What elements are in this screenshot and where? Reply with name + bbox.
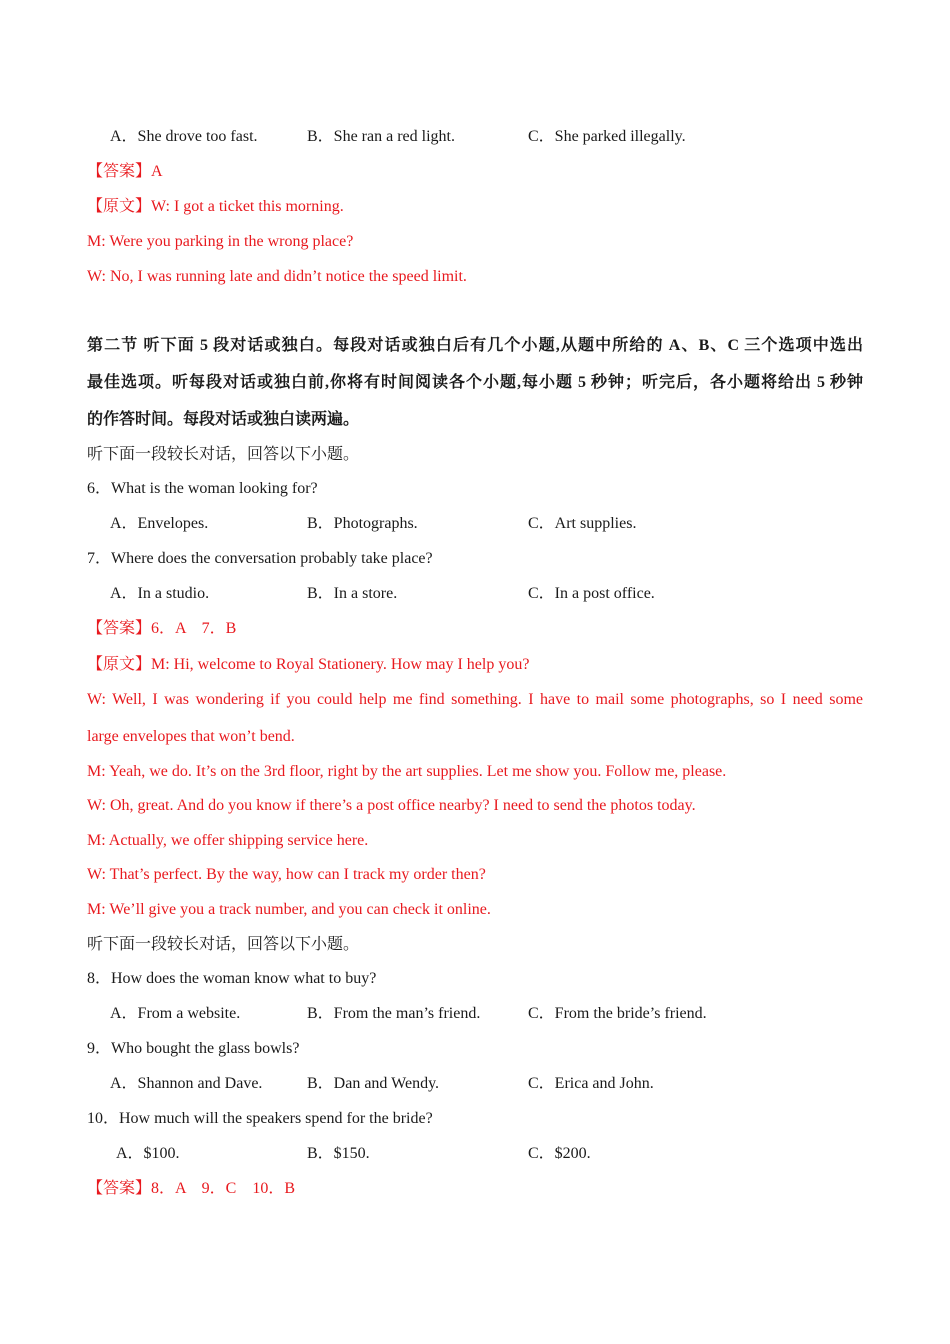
transcript-line: W: Well, I was wondering if you could help me find something. I have to mail some photographs, so I need some (87, 691, 863, 708)
q5-option-b: B．She ran a red light. (307, 128, 455, 145)
q5-transcript-line: W: No, I was running late and didn’t notice the speed limit. (87, 268, 467, 285)
q6-option-b: B．Photographs. (307, 515, 418, 532)
q7-option-c: C．In a post office. (528, 585, 655, 602)
transcript-line: large envelopes that won’t bend. (87, 728, 295, 745)
q8-option-a: A．From a website. (110, 1005, 241, 1022)
answer-8-10: 【答案】8．A 9．C 10．B (87, 1180, 296, 1197)
q7-option-b: B．In a store. (307, 585, 398, 602)
section-heading-line: 的作答时间。每段对话或独白读两遍。 (87, 411, 360, 428)
section-heading-line: 最佳选项。听每段对话或独白前,你将有时间阅读各个小题,每小题 5 秒钟；听完后，各小题将给出 5 秒钟 (87, 374, 863, 391)
q9-stem: 9．Who bought the glass bowls? (87, 1040, 300, 1057)
q5-transcript-line: 【原文】W: I got a ticket this morning. (87, 198, 344, 215)
q5-transcript-line: M: Were you parking in the wrong place? (87, 233, 354, 250)
answer-6-7: 【答案】6．A 7．B (87, 620, 237, 637)
q5-option-c: C．She parked illegally. (528, 128, 686, 145)
q10-option-a: A．$100. (116, 1145, 180, 1162)
listening-instruction: 听下面一段较长对话，回答以下小题。 (87, 936, 360, 953)
q6-option-c: C．Art supplies. (528, 515, 637, 532)
transcript-line: W: That’s perfect. By the way, how can I track my order then? (87, 866, 486, 883)
transcript-line: M: Actually, we offer shipping service here. (87, 832, 369, 849)
q7-option-a: A．In a studio. (110, 585, 210, 602)
q8-option-b: B．From the man’s friend. (307, 1005, 481, 1022)
transcript-line: W: Oh, great. And do you know if there’s a post office nearby? I need to send the photos today. (87, 797, 696, 814)
q9-option-a: A．Shannon and Dave. (110, 1075, 263, 1092)
listening-instruction: 听下面一段较长对话，回答以下小题。 (87, 446, 360, 463)
q6-stem: 6．What is the woman looking for? (87, 480, 318, 497)
q9-option-b: B．Dan and Wendy. (307, 1075, 440, 1092)
transcript-line: M: We’ll give you a track number, and you can check it online. (87, 901, 491, 918)
section-heading-line: 第二节 听下面 5 段对话或独白。每段对话或独白后有几个小题,从题中所给的 A、B、C 三个选项中选出 (87, 337, 863, 354)
q5-option-a: A．She drove too fast. (110, 128, 258, 145)
q10-option-b: B．$150. (307, 1145, 370, 1162)
transcript-line: 【原文】M: Hi, welcome to Royal Stationery. How may I help you? (87, 656, 530, 673)
q10-stem: 10．How much will the speakers spend for the bride? (87, 1110, 433, 1127)
q8-option-c: C．From the bride’s friend. (528, 1005, 707, 1022)
transcript-line: M: Yeah, we do. It’s on the 3rd floor, right by the art supplies. Let me show you. Follow me, please. (87, 763, 727, 780)
q5-answer: 【答案】A (87, 163, 163, 180)
q10-option-c: C．$200. (528, 1145, 591, 1162)
q8-stem: 8．How does the woman know what to buy? (87, 970, 377, 987)
q9-option-c: C．Erica and John. (528, 1075, 654, 1092)
q6-option-a: A．Envelopes. (110, 515, 209, 532)
q7-stem: 7．Where does the conversation probably take place? (87, 550, 433, 567)
